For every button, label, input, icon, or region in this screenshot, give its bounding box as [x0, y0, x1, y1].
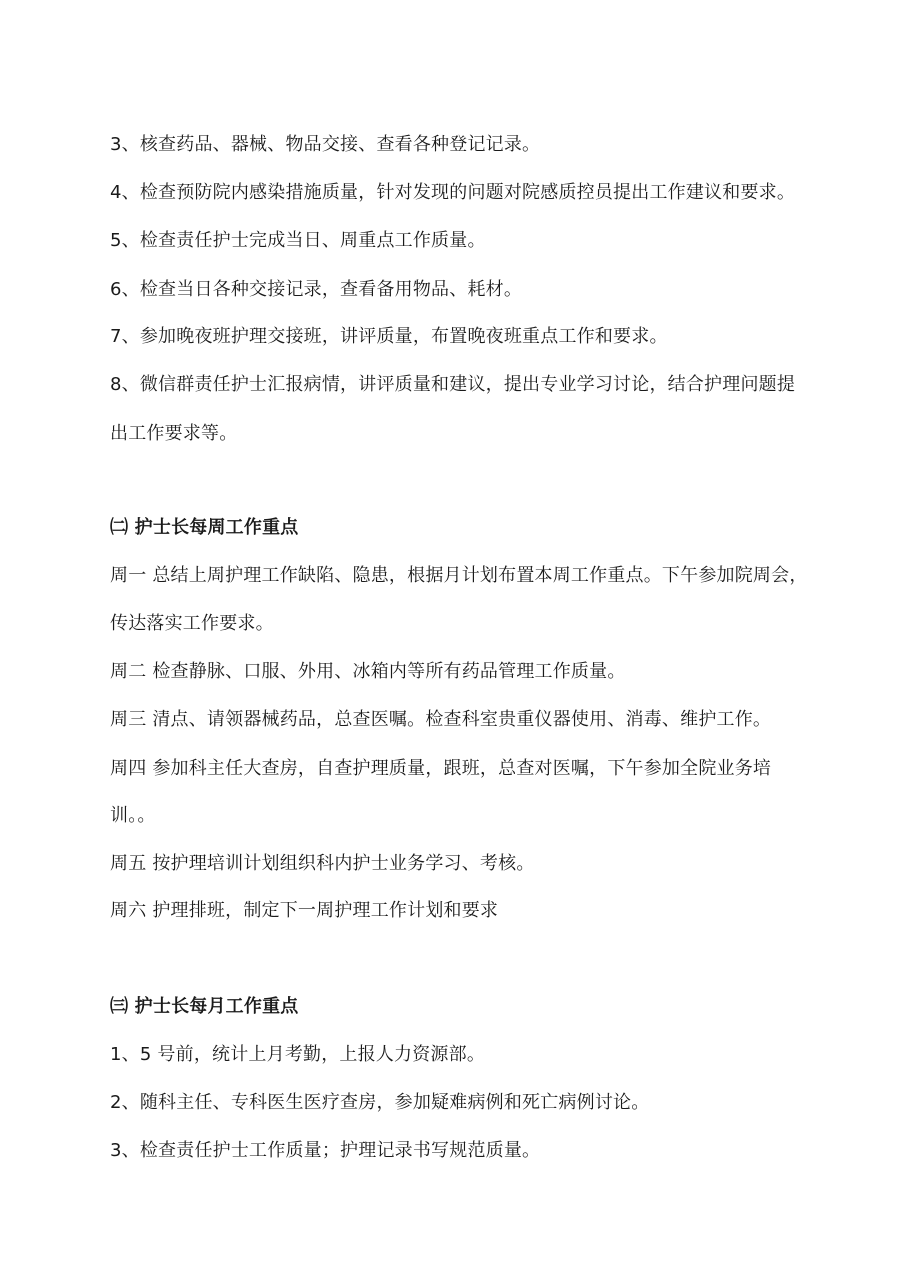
daily-item-5: 5、检查责任护士完成当日、周重点工作质量。	[110, 230, 486, 251]
daily-item-7: 7、参加晚夜班护理交接班，讲评质量，布置晚夜班重点工作和要求。	[110, 326, 668, 347]
daily-item-3: 3、核查药品、器械、物品交接、查看各种登记记录。	[110, 134, 541, 155]
daily-item-6: 6、检查当日各种交接记录，查看备用物品、耗材。	[110, 279, 523, 300]
monthly-item-3: 3、检查责任护士工作质量；护理记录书写规范质量。	[110, 1140, 541, 1161]
daily-item-8-cont: 出工作要求等。	[110, 423, 238, 444]
weekly-item-thursday-cont: 训。。	[110, 805, 156, 826]
monthly-heading: ㈢ 护士长每月工作重点	[110, 996, 299, 1017]
weekly-item-monday: 周一 总结上周护理工作缺陷、隐患，根据月计划布置本周工作重点。下午参加院周会，	[110, 565, 808, 586]
weekly-item-wednesday: 周三 清点、请领器械药品，总查医嘱。检查科室贵重仪器使用、消毒、维护工作。	[110, 709, 772, 730]
monthly-item-2: 2、随科主任、专科医生医疗查房，参加疑难病例和死亡病例讨论。	[110, 1092, 650, 1113]
weekly-item-tuesday: 周二 检查静脉、口服、外用、冰箱内等所有药品管理工作质量。	[110, 661, 626, 682]
daily-item-4: 4、检查预防院内感染措施质量，针对发现的问题对院感质控员提出工作建议和要求。	[110, 182, 796, 203]
weekly-item-monday-cont: 传达落实工作要求。	[110, 613, 274, 634]
weekly-heading: ㈡ 护士长每周工作重点	[110, 517, 299, 538]
weekly-item-saturday: 周六 护理排班，制定下一周护理工作计划和要求	[110, 900, 499, 921]
daily-item-8: 8、微信群责任护士汇报病情，讲评质量和建议，提出专业学习讨论，结合护理问题提	[110, 374, 796, 395]
weekly-item-thursday: 周四 参加科主任大查房，自查护理质量，跟班，总查对医嘱，下午参加全院业务培	[110, 758, 772, 779]
weekly-item-friday: 周五 按护理培训计划组织科内护士业务学习、考核。	[110, 853, 535, 874]
monthly-item-1: 1、5 号前，统计上月考勤，上报人力资源部。	[110, 1044, 486, 1065]
